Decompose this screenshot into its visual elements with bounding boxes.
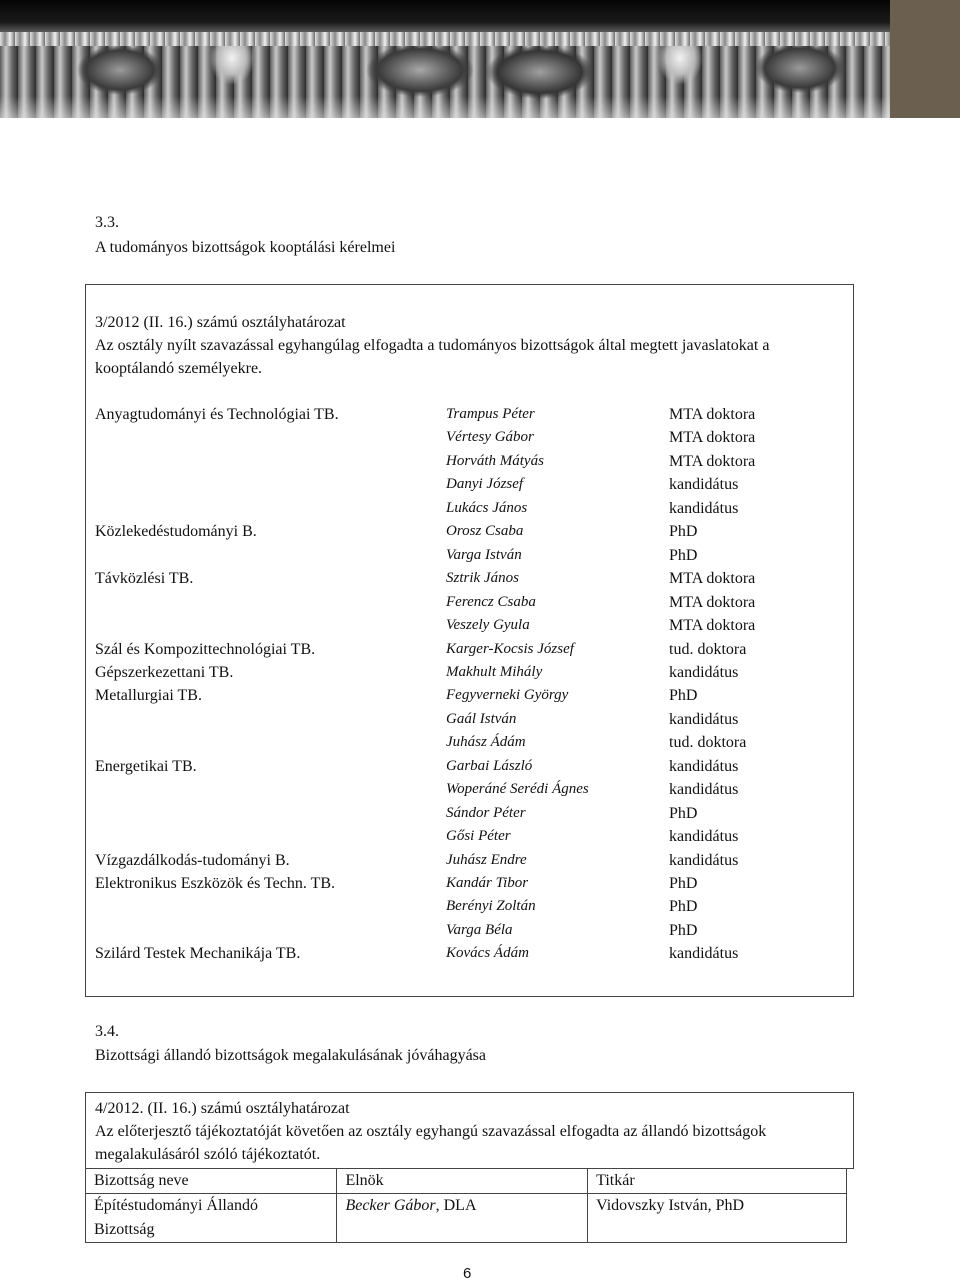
list-item [95, 758, 795, 780]
header-secretary: Titkár [588, 1169, 847, 1194]
member-degree: kandidátus [669, 710, 739, 728]
member-name: Juhász Ádám [446, 734, 526, 751]
resolution-4-text-line-1: Az előterjesztő tájékoztatóját követően az osztály egyhangú szavazással elfogadta az állandó bizottságok [95, 1123, 767, 1140]
member-degree: kandidátus [669, 757, 739, 775]
committee-name: Szál és Kompozittechnológiai TB. [95, 640, 316, 658]
committee-name: Távközlési TB. [95, 570, 194, 588]
member-degree: MTA doktora [669, 429, 756, 447]
list-item [95, 570, 795, 592]
member-degree: MTA doktora [669, 617, 756, 635]
member-degree: MTA doktora [669, 593, 756, 611]
resolution-id-4: 4/2012. (II. 16.) számú osztályhatározat [95, 1100, 350, 1117]
header-chair: Elnök [337, 1169, 588, 1194]
member-degree: PhD [669, 687, 698, 705]
section-title-3-4: Bizottsági állandó bizottságok megalakulásának jóváhagyása [95, 1047, 486, 1064]
committee-name: Metallurgiai TB. [95, 687, 202, 705]
member-degree: kandidátus [669, 945, 739, 963]
member-name: Karger-Kocsis József [446, 640, 574, 657]
member-name: Horváth Mátyás [446, 452, 544, 469]
member-degree: kandidátus [669, 663, 739, 681]
committee-name-line-2: Bizottság [94, 1221, 155, 1238]
member-name: Fegyverneki György [446, 687, 569, 704]
member-name: Berényi Zoltán [446, 898, 536, 915]
cell-committee-name [86, 1194, 337, 1243]
list-item [95, 805, 795, 827]
header-committee-name: Bizottság neve [86, 1169, 337, 1194]
banner-molding [0, 32, 890, 46]
member-degree: kandidátus [669, 476, 739, 494]
member-name: Varga István [446, 546, 522, 563]
member-name: Juhász Endre [446, 851, 527, 868]
committee-name-line-1: Építéstudományi Állandó [94, 1197, 258, 1214]
section-number-3-3: 3.3. [95, 214, 119, 231]
list-item [95, 476, 795, 498]
list-item [95, 687, 795, 709]
committee-name: Gépszerkezettani TB. [95, 663, 234, 681]
table-row [86, 1194, 847, 1243]
committee-name: Vízgazdálkodás-tudományi B. [95, 851, 290, 869]
member-name: Gaál István [446, 710, 517, 727]
list-item [95, 429, 795, 451]
page-number: 6 [463, 1265, 472, 1282]
member-name: Kovács Ádám [446, 945, 529, 962]
list-item [95, 945, 795, 967]
list-item [95, 734, 795, 756]
chair-degree: , DLA [435, 1197, 477, 1214]
member-degree: PhD [669, 898, 698, 916]
list-item [95, 547, 795, 569]
list-item [95, 664, 795, 686]
resolution-4-text-line-2: megalakulásáról szóló tájékoztatót. [95, 1146, 321, 1163]
resolution-text-line-2: kooptálandó személyekre. [95, 360, 263, 377]
member-name: Gősi Péter [446, 828, 511, 845]
table-header-row [86, 1169, 847, 1194]
list-item [95, 617, 795, 639]
member-degree: PhD [669, 875, 698, 892]
member-name: Ferencz Csaba [446, 593, 536, 610]
member-name: Varga Béla [446, 921, 513, 938]
member-name: Lukács János [446, 499, 528, 516]
member-name: Trampus Péter [446, 406, 535, 422]
member-name: Orosz Csaba [446, 523, 524, 540]
list-item [95, 875, 795, 897]
member-degree: PhD [669, 921, 698, 939]
member-degree: kandidátus [669, 828, 739, 846]
ornamental-header-banner [0, 0, 890, 118]
committee-name: Energetikai TB. [95, 757, 197, 775]
member-degree: MTA doktora [669, 406, 756, 423]
cell-secretary: Vidovszky István, PhD [588, 1194, 847, 1243]
list-item [95, 781, 795, 803]
list-item [95, 852, 795, 874]
section-number-3-4: 3.4. [95, 1023, 119, 1040]
member-name: Woperáné Serédi Ágnes [446, 781, 589, 798]
list-item [95, 453, 795, 475]
member-degree: PhD [669, 523, 698, 541]
committee-table [85, 1168, 847, 1243]
member-name: Makhult Mihály [446, 663, 543, 680]
header-side-bar [890, 0, 960, 118]
committee-name: Közlekedéstudományi B. [95, 523, 257, 541]
committee-name: Anyagtudományi és Technológiai TB. [95, 406, 339, 423]
member-degree: MTA doktora [669, 452, 756, 470]
committee-name: Szilárd Testek Mechanikája TB. [95, 945, 301, 963]
member-name: Garbai László [446, 757, 533, 774]
member-name: Sztrik János [446, 570, 519, 587]
section-title-3-3: A tudományos bizottságok kooptálási kérelmei [95, 239, 396, 256]
member-name: Kandár Tibor [446, 875, 529, 891]
member-degree: tud. doktora [669, 734, 747, 752]
chair-name: Becker Gábor [345, 1197, 436, 1214]
member-name: Danyi József [446, 476, 524, 493]
member-name: Sándor Péter [446, 804, 526, 821]
list-item [95, 922, 795, 944]
banner-dark-band [0, 0, 890, 32]
member-degree: kandidátus [669, 851, 739, 869]
list-item [95, 594, 795, 616]
member-degree: PhD [669, 804, 698, 822]
resolution-id: 3/2012 (II. 16.) számú osztályhatározat [95, 314, 346, 331]
member-degree: MTA doktora [669, 570, 756, 588]
resolution-text-line-1: Az osztály nyílt szavazással egyhangúlag elfogadta a tudományos bizottságok által megtett javaslatokat a [95, 337, 770, 354]
member-name: Vértesy Gábor [446, 429, 534, 446]
list-item [95, 711, 795, 733]
member-degree: kandidátus [669, 781, 739, 799]
list-item [95, 500, 795, 522]
list-item [95, 898, 795, 920]
member-degree: kandidátus [669, 499, 739, 517]
banner-fade [0, 96, 890, 118]
member-degree: tud. doktora [669, 640, 747, 658]
list-item [95, 641, 795, 663]
member-name: Veszely Gyula [446, 617, 530, 634]
list-item [95, 406, 795, 428]
cell-chair [337, 1194, 588, 1243]
committee-name: Elektronikus Eszközök és Techn. TB. [95, 875, 336, 892]
list-item [95, 828, 795, 850]
member-degree: PhD [669, 546, 698, 564]
list-item [95, 523, 795, 545]
